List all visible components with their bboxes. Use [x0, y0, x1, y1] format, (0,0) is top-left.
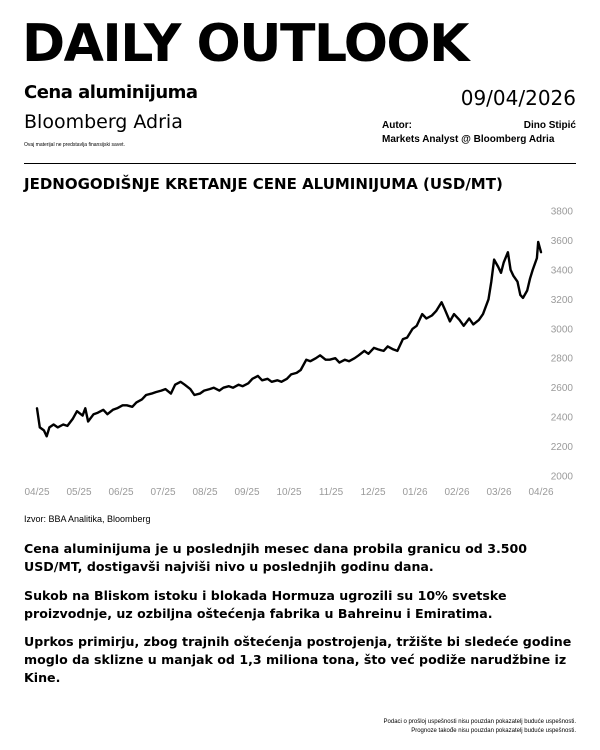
x-tick-label: 09/25: [234, 487, 260, 498]
x-tick-label: 03/26: [486, 487, 512, 498]
author-row: [382, 120, 576, 131]
x-tick-label: 11/25: [318, 487, 344, 498]
x-tick-label: 07/25: [150, 487, 176, 498]
paragraph-2: Sukob na Bliskom istoku i blokada Hormuza ugrozili su 10% svetske proizvodnje, uz ozbiljna oštećenja fabrika u Bahreinu i Emiratima.: [24, 588, 507, 621]
chart-title: JEDNOGODIŠNJE KRETANJE CENE ALUMINIJUMA (USD/MT): [24, 175, 503, 193]
footer-note-2: Prognoze takođe nisu pouzdan pokazatelj buduće uspešnosti.: [411, 728, 576, 734]
y-tick-label: 2200: [550, 442, 573, 454]
divider-line: [24, 163, 576, 164]
x-tick-label: 12/25: [360, 487, 386, 498]
author-title-row: [382, 134, 576, 145]
paragraph-1: Cena aluminijuma je u poslednjih mesec dana probila granicu od 3.500 USD/MT, dostigavši najviši nivo u poslednjih godinu dana.: [24, 541, 528, 574]
x-tick-label: 04/26: [528, 487, 554, 498]
chart-source: Izvor: BBA Analitika, Bloomberg: [24, 514, 151, 524]
author-name: Dino Stipić: [523, 120, 576, 131]
masthead-title: DAILY OUTLOOK: [22, 14, 468, 74]
y-tick-label: 2800: [550, 353, 573, 365]
x-tick-label: 05/25: [66, 487, 92, 498]
price-series-line: [37, 242, 541, 436]
x-tick-label: 04/25: [24, 487, 50, 498]
y-tick-label: 2400: [550, 412, 573, 424]
x-tick-label: 10/25: [276, 487, 302, 498]
y-tick-label: 2000: [550, 471, 573, 483]
y-tick-label: 3800: [550, 206, 573, 218]
report-date: 09/04/2026: [460, 86, 576, 110]
x-tick-label: 08/25: [192, 487, 218, 498]
y-tick-label: 3600: [550, 235, 573, 247]
brand-name: Bloomberg Adria: [24, 111, 183, 133]
y-tick-label: 3000: [550, 324, 573, 336]
author-label: Autor:: [382, 120, 412, 131]
report-subtitle: Cena aluminijuma: [24, 82, 198, 103]
footer-note-1: Podaci o prošloj uspešnosti nisu pouzdan pokazatelj buduće uspešnosti.: [383, 719, 576, 725]
x-tick-label: 06/25: [108, 487, 134, 498]
y-tick-label: 2600: [550, 383, 573, 395]
x-tick-label: 02/26: [444, 487, 470, 498]
price-chart: [0, 195, 600, 505]
paragraph-3: Uprkos primirju, zbog trajnih oštećenja postrojenja, tržište bi sledeće godine moglo da sklizne u manjak od 1,3 miliona tona, što već podiže narudžbine iz Kine.: [24, 634, 572, 685]
author-title: Markets Analyst @ Bloomberg Adria: [382, 134, 555, 145]
y-tick-label: 3400: [550, 265, 573, 277]
disclaimer-text: Ovaj materijal ne predstavlja finansijski savet.: [24, 142, 125, 148]
y-tick-label: 3200: [550, 294, 573, 306]
x-tick-label: 01/26: [402, 487, 428, 498]
